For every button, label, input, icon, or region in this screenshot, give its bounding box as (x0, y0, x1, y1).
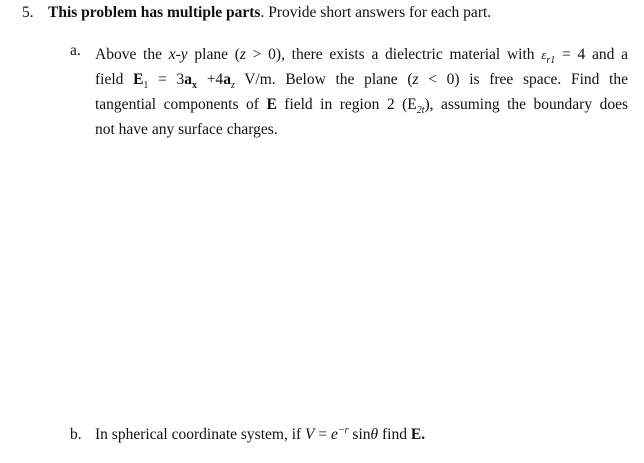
text-run: In spherical coordinate system, if (95, 426, 306, 443)
text-run: = 3 (148, 71, 185, 88)
problem-heading (22, 3, 491, 23)
text-run: > 0), there exists a dielectric material with (245, 46, 542, 63)
math-subscript: x (192, 80, 198, 92)
text-run: = (314, 426, 332, 443)
math-e: e (331, 426, 338, 443)
problem-number: 5. (22, 4, 34, 21)
math-subscript: z (230, 80, 235, 92)
math-z: z (412, 71, 419, 88)
part-a-label: a. (70, 42, 81, 59)
problem-title: This problem has multiple parts (48, 4, 261, 21)
math-theta: θ (370, 426, 379, 443)
text-run: find (378, 426, 411, 443)
math-unit-vector: a (184, 71, 193, 88)
math-e-vector: E (410, 426, 422, 443)
text-run: Above the (95, 46, 169, 63)
part-a-line-3 (95, 92, 628, 117)
part-b-text (95, 426, 628, 444)
math-epsilon-subscript: r1 (546, 55, 556, 67)
math-xy: x-y (168, 46, 188, 63)
text-run: V/m. Below the plane ( (234, 71, 413, 88)
text-run: plane ( (187, 46, 240, 63)
math-e-component: E (407, 96, 417, 113)
part-a-line-1 (95, 42, 628, 67)
text-run: +4 (197, 71, 224, 88)
text-run: = 4 and a (555, 46, 628, 63)
math-e-vector: E (266, 96, 277, 113)
text-run: not have any surface charges. (95, 121, 278, 138)
text-run: tangential components of (95, 96, 267, 113)
math-sin: sin (348, 426, 371, 443)
text-run: field in region 2 ( (276, 96, 408, 113)
part-b-label: b. (70, 426, 82, 443)
math-z: z (239, 46, 246, 63)
math-subscript: 2t (416, 105, 425, 117)
math-unit-vector: a (223, 71, 231, 88)
part-a-line-2 (95, 67, 628, 92)
math-e-vector: E (133, 71, 144, 88)
text-run: ), assuming the boundary does (424, 96, 628, 113)
part-a-line-4 (95, 117, 628, 142)
part-a-text (95, 42, 628, 142)
text-run: field (95, 71, 134, 88)
math-subscript: 1 (143, 80, 149, 92)
text-run: . (421, 426, 426, 443)
problem-instruction: . Provide short answers for each part. (260, 4, 492, 21)
text-run: < 0) is free space. Find the (418, 71, 628, 88)
math-exponent: −r (337, 424, 349, 436)
math-epsilon: ε (541, 47, 547, 62)
math-v: V (305, 426, 315, 443)
